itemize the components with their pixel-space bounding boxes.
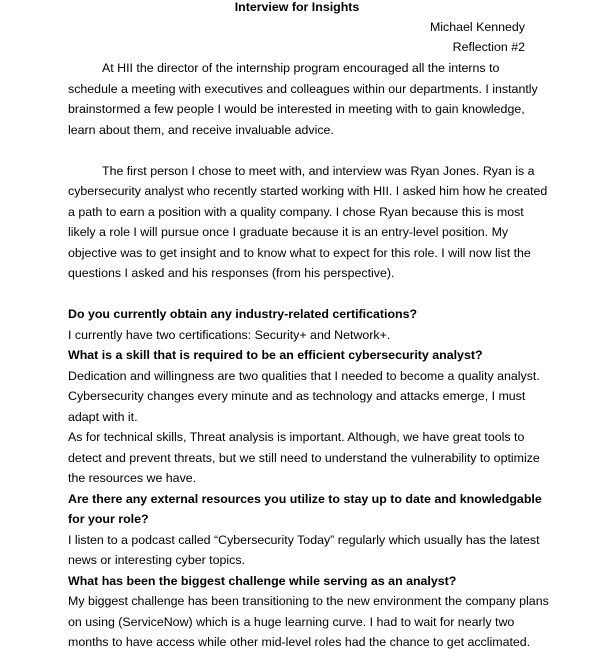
paragraph-line: likely a role I will pursue once I graduate because it is an entry-level position. My (68, 225, 509, 239)
answer-line: My biggest challenge has been transitioning to the new environment the company plans (68, 594, 549, 608)
answer-line: news or interesting cyber topics. (68, 553, 245, 567)
question-answer-list (68, 304, 549, 653)
paragraph-line: At HII the director of the internship program encouraged all the interns to (102, 61, 500, 75)
paragraph-line: cybersecurity analyst who recently started working with HII. I asked him how he created (68, 184, 548, 198)
author-name: Michael Kennedy (429, 20, 525, 34)
paragraph-line: questions I asked and his responses (from his perspective). (68, 266, 395, 280)
answer-line: Cybersecurity changes every minute and as technology and attacks emerge, I must (68, 389, 526, 403)
question-line: What has been the biggest challenge while serving as an analyst? (68, 573, 457, 588)
answer-line: I listen to a podcast called “Cybersecurity Today” regularly which usually has the latest (68, 532, 540, 547)
paragraph-line: brainstormed a few people I would be interested in meeting with to gain knowledge, (68, 102, 525, 116)
intro-paragraph (68, 58, 538, 140)
paragraph-line: learn about them, and receive invaluable advice. (68, 122, 334, 137)
paragraph-line: objective was to get insight and to know what to expect for this role. I will now list the (68, 245, 531, 260)
document-title: Interview for Insights (234, 0, 360, 14)
answer-line: Dedication and willingness are two qualities that I needed to become a quality analyst. (68, 368, 540, 383)
answer-line: As for technical skills, Threat analysis is important. Although, we have great tools to (68, 430, 525, 444)
paragraph-spacer (68, 284, 528, 305)
answer-line: adapt with it. (68, 409, 138, 424)
paragraph-line: The first person I chose to meet with, and interview was Ryan Jones. Ryan is a (102, 163, 535, 178)
answer-line: on using (ServiceNow) which is a huge learning curve. I had to wait for nearly two (68, 614, 515, 629)
answer-line: I currently have two certifications: Security+ and Network+. (68, 327, 391, 342)
question-line: Are there any external resources you utilize to stay up to date and knowledgable (68, 491, 542, 506)
answer-line: months to have access while other mid-level roles had the chance to get acclimated. (68, 635, 531, 649)
paragraph-line: schedule a meeting with executives and colleagues within our departments. I instantly (68, 81, 538, 96)
question-line: Do you currently obtain any industry-related certifications? (68, 307, 418, 321)
question-line: What is a skill that is required to be an efficient cybersecurity analyst? (68, 348, 483, 362)
answer-line: the resources we have. (68, 471, 197, 485)
document-body (68, 58, 549, 653)
reflection-label: Reflection #2 (452, 40, 525, 54)
paragraph-line: a path to earn a position with a quality company. I chose Ryan because this is most (68, 204, 524, 219)
answer-line: detect and prevent threats, but we still need to understand the vulnerability to optimize (68, 450, 540, 465)
paragraph-spacer (68, 140, 528, 161)
interview-paragraph (68, 161, 548, 284)
question-line: for your role? (68, 512, 149, 526)
